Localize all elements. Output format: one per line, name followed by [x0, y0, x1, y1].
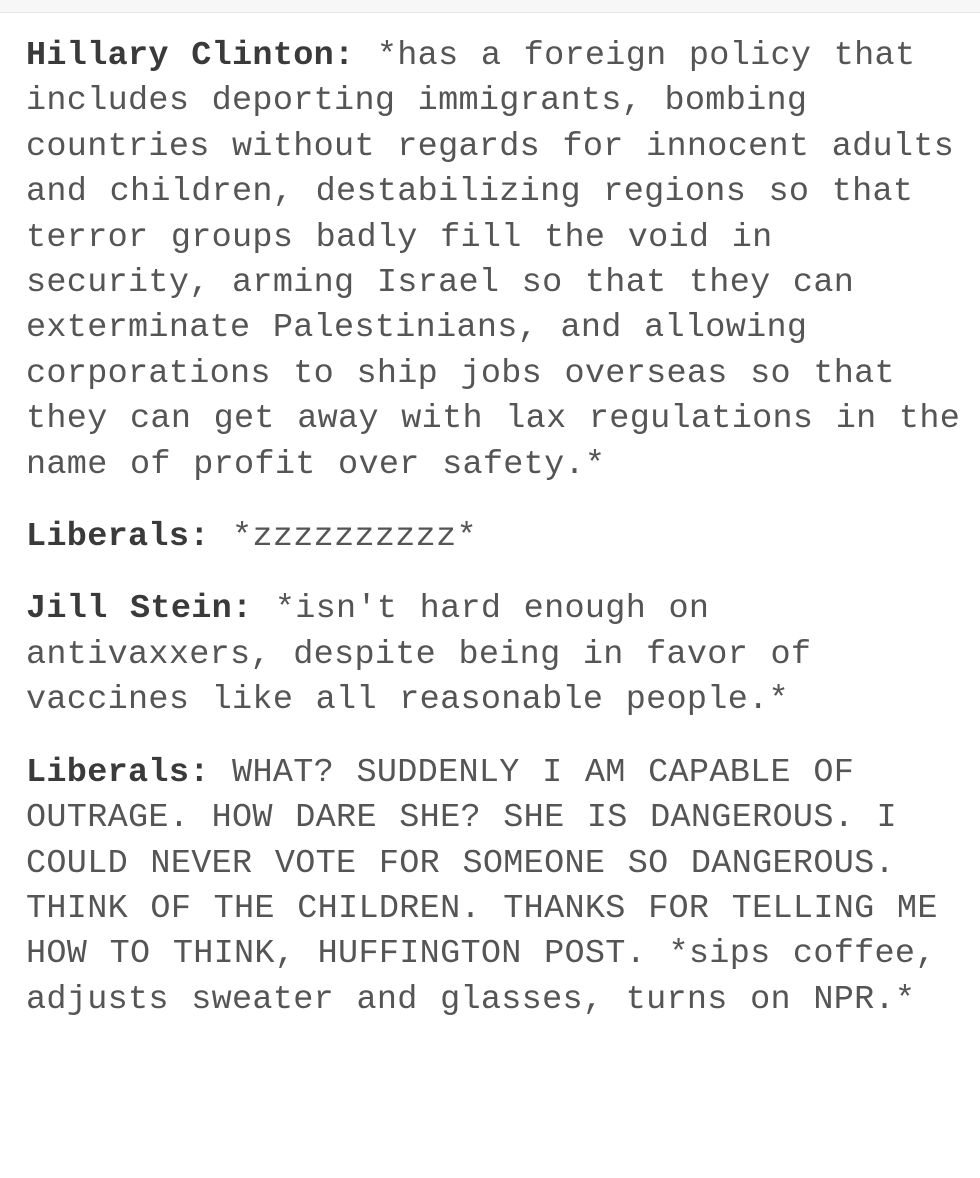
post-body	[26, 34, 966, 1050]
top-divider	[0, 0, 980, 13]
dialogue-entry-liberals-2	[26, 751, 966, 1023]
dialogue-text: *isn't hard enough on antivaxxers, despite being in favor of vaccines like all reasonable people.*	[26, 590, 812, 720]
speaker-label: Hillary Clinton:	[26, 37, 355, 75]
speaker-label: Liberals:	[26, 753, 210, 792]
dialogue-text: WHAT? SUDDENLY I AM CAPABLE OF OUTRAGE. HOW DARE SHE? SHE IS DANGEROUS. I COULD NEVER VOTE FOR SOMEONE SO DANGEROUS. THINK OF THE CHILDREN. THANKS FOR TELLING ME HOW TO THINK, HUFFINGTON POST. *sips coffee, adjusts sweater and glasses, turns on NPR.*	[26, 753, 938, 1019]
speaker-label: Liberals:	[26, 518, 210, 557]
dialogue-entry-jill-stein	[26, 587, 966, 723]
dialogue-entry-liberals-1	[26, 515, 966, 560]
dialogue-text: *has a foreign policy that includes deporting immigrants, bombing countries without regards for innocent adults and children, destabilizing regions so that terror groups badly fill the void in security, arming Israel so that they can exterminate Palestinians, and allowing corporations to ship jobs overseas so that they can get away with lax regulations in the name of profit over safety.*	[26, 37, 961, 484]
dialogue-text: *zzzzzzzzzz*	[232, 518, 477, 557]
dialogue-entry-hillary	[26, 34, 966, 488]
speaker-label: Jill Stein:	[26, 590, 253, 629]
